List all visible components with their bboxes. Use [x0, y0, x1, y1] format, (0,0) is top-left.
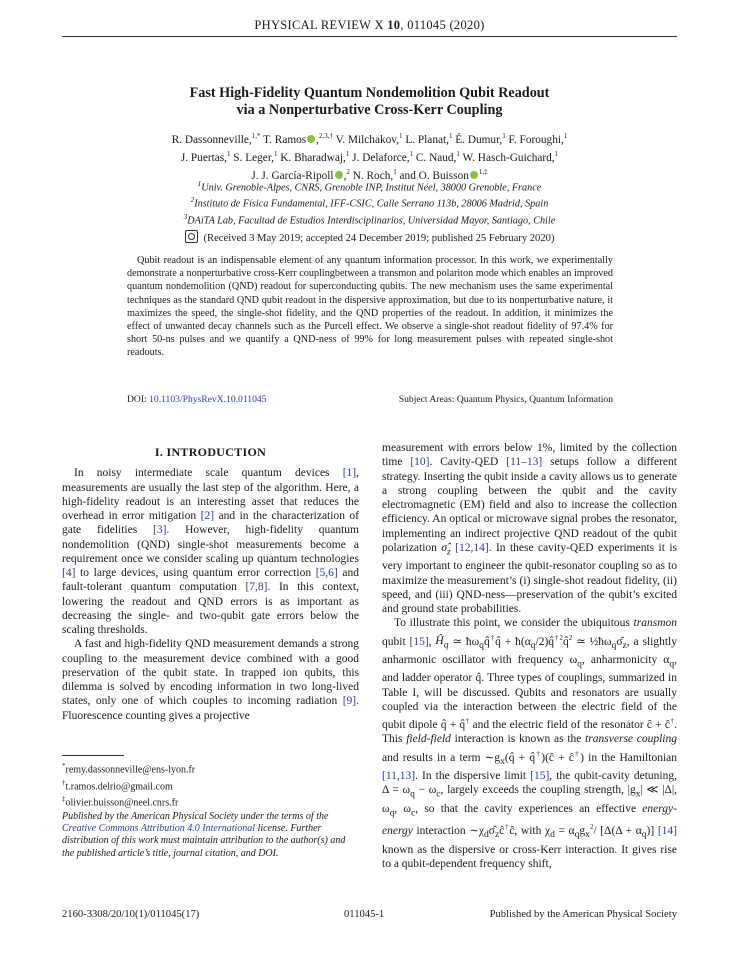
license-note: Published by the American Physical Society under the terms of the Creative Commons Attribution 4.0 International license. Further distribution of this work must maintain attribution to the author(s) and the published article’s title, journal citation, and DOI.	[62, 811, 346, 859]
footer-issn: 2160-3308/20/10(1)/011045(17)	[62, 909, 200, 920]
received-text: (Received 3 May 2019; accepted 24 December 2019; published 25 February 2020)	[203, 233, 555, 244]
footnote-rule	[62, 755, 124, 756]
header-rule	[62, 36, 677, 37]
footer-page-number: 011045-1	[344, 909, 385, 920]
article-number: , 011045 (2020)	[400, 18, 485, 32]
journal-header	[62, 18, 677, 33]
journal-volume: 10	[387, 18, 401, 32]
journal-name: PHYSICAL REVIEW X	[254, 18, 384, 32]
author-list: R. Dassonneville,$^{1,*}$ T. Ramos ,$^{2,3,\dagger}$ V. Milchakov,$^1$ L. Planat,$^1$ É. Dumur,$^1$ F. Foroughi,$^1$ J. Puertas,$^1$ S. Leger,$^1$ K. Bharadwaj,$^1$ J. Delaforce,$^1$ C. Naud,$^1$ W. Hasch-Guichard,$^1$ J. J. García-Ripoll ,$^2$ N. Roch,$^1$ and O. Buisson $^{1,\ddagger}$	[171, 132, 568, 183]
footnote-2: †t.ramos.delrio@gmail.com	[62, 778, 173, 792]
received-dates	[62, 230, 677, 244]
paragraph: In noisy intermediate scale quantum devices [1], measurements are usually the last step of the algorithm. Here, a high-fidelity readout is an interesting asset that reduces the overhead in error mitigation [2] and in the characterization of gate fidelities [3]. However, high-fidelity quantum nondemolition (QND) single-shot measurements become a requirement once we consider scaling up quantum technologies [4] to large devices, using quantum error correction [5,6] and fault-tolerant quantum computation [7,8]. In this context, lowering the readout and QND errors is as important as decreasing the single- and two-qubit gate errors below the scaling thresholds.	[62, 467, 360, 636]
left-column	[62, 445, 359, 723]
doi-line: DOI: 10.1103/PhysRevX.10.011045	[127, 394, 267, 405]
footer-publisher: Published by the American Physical Society	[489, 909, 677, 920]
creative-commons-icon	[185, 230, 198, 243]
section-title: I. INTRODUCTION	[154, 445, 267, 459]
footnotes	[62, 760, 195, 810]
doi-link[interactable]: 10.1103/PhysRevX.10.011045	[149, 394, 267, 405]
paragraph: A fast and high-fidelity QND measurement demands a strong coupling to the measurement device combined with a good preservation of the qubit state. In trapped ion qubits, this dilemma is solved by encoding information in two long-lived states, only one of which couples to incoming radiation [9]. Fluorescence counting gives a projective	[62, 638, 359, 722]
right-column	[382, 441, 677, 871]
paragraph: To illustrate this point, we consider the ubiquitous transmon qubit [15], $Ĥ_q$ ≃ $ħ\omega_qq̂^\dagger q̂$ + $ħ(\alpha_q/2)q̂^{\dagger 2}q̂^2$ ≃ $\frac{1}{2}ħ\omega_q\sigmâ_z$, a slightly anharmonic oscillator with frequency $\omega_q$, anharmonicity $\alpha_q$, and ladder operator q̂. Three types of couplings, summarized in Table I, will be discussed. Qubits and resonators are usually coupled via the interaction between the electric field of the qubit dipole q̂ + q̂† and the electric field of the resonator ĉ + ĉ†. This field-field interaction is known as the transverse coupling and results in a term $\sim g_x(q̂$ + q̂†)(ĉ + ĉ†) in the Hamiltonian [11,13]. In the dispersive limit [15], the qubit-cavity detuning, $\Delta = \omega_q - \omega_c$, largely exceeds the coupling strength, $|g_x|$ ≪ |Δ|, $\omega_q$, $\omega_c$, so that the cavity experiences an effective energy-energy interaction $\sim\chi_d\sigmâ_zĉ^\dagger ĉ$, with $\chi_d = \alpha_qg_x^2/$ $[\Delta(\Delta + \alpha_q)]$ [14] known as the dispersive or cross-Kerr interaction. It gives rise to a qubit-dependent frequency shift,	[382, 617, 678, 870]
paper-title	[62, 85, 677, 119]
affiliations	[80, 178, 659, 227]
paragraph: measurement with errors below 1%, limited by the collection time [10]. Cavity-QED [11–13] setups follow a different strategy. Inserting the qubit inside a cavity allows us to generate a strong coupling between the qubit and the cavity electromagnetic (EM) field and also to increase the collection efficiency. An optical or microwave signal probes the resonator, implementing an indirect projective QND readout of the qubit polarization $\sigmâ_z$ [12,14]. In these cavity-QED experiments it is very important to engineer the qubit-resonator coupling so as to maximize the measurement’s (i) single-shot readout fidelity, (ii) speed, and (iii) QND-ness—preservation of the qubit’s excited and ground state probabilities.	[382, 442, 677, 616]
affiliation-3: $^3$DAiTA Lab, Facultad de Estudios Interdisciplinarios, Universidad Mayor, Santiago, Chile	[183, 212, 556, 227]
affiliation-1: $^1$Univ. Grenoble-Alpes, CNRS, Grenoble INP, Institut Néel, 38000 Grenoble, France	[197, 180, 542, 194]
title-line-1: Fast High-Fidelity Quantum Nondemolition Qubit Readout	[189, 85, 550, 101]
cc-license-link[interactable]: Creative Commons Attribution 4.0 International	[62, 823, 256, 835]
abstract: Qubit readout is an indispensable element of any quantum information processor. In this work, we experimentally demonstrate a nonperturbative cross-Kerr couplingbetween a transmon and polariton mode which enables an improved quantum nondemolition (QND) readout for superconducting qubits. The new mechanism uses the same experimental techniques as the standard QND qubit readout in the dispersive approximation, but due to its nonperturbative nature, it maximizes the speed, the single-shot fidelity, and the QND properties of the readout. In addition, it minimizes the effect of unwanted decay channels such as the Purcell effect. We observe a single-shot readout fidelity of 97.4% for short 50-ns pulses and we quantify a QND-ness of 99% for long measurement pulses with repeated single-shot readouts.	[127, 255, 613, 359]
affiliation-2: $^2$Instituto de Física Fundamental, IFF-CSIC, Calle Serrano 113b, 28006 Madrid, Spain	[190, 196, 549, 210]
subject-areas: Subject Areas: Quantum Physics, Quantum Information	[398, 394, 613, 405]
orcid-icon[interactable]	[307, 135, 315, 143]
footnote-1: *remy.dassonneville@ens-lyon.fr	[62, 762, 196, 776]
footnote-3: ‡olivier.buisson@neel.cnrs.fr	[62, 795, 179, 809]
title-line-2: via a Nonperturbative Cross-Kerr Coupling	[236, 102, 503, 118]
